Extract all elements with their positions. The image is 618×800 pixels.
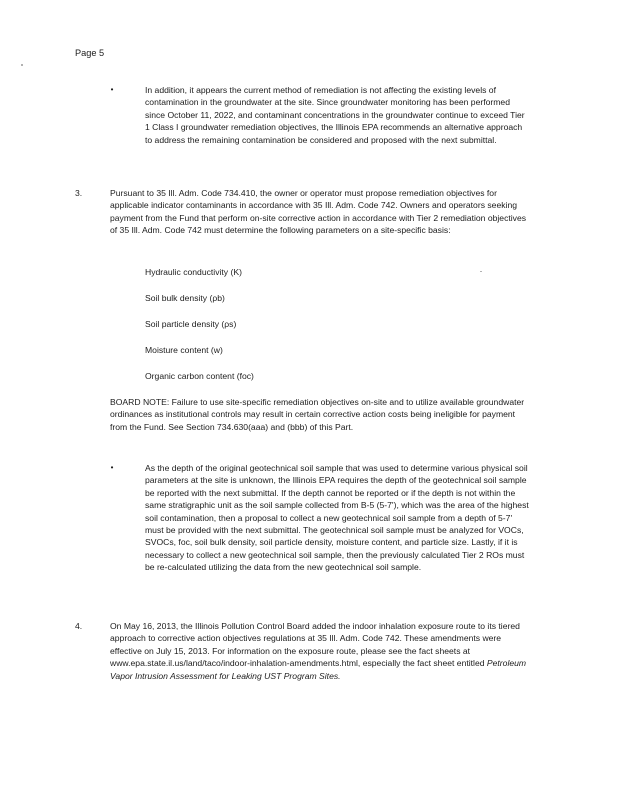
param-moisture-content: Moisture content (w): [145, 345, 223, 355]
item-number-3: 3.: [75, 188, 83, 198]
bullet-marker: •: [110, 463, 114, 472]
remediation-method-paragraph: In addition, it appears the current method of remediation is not affecting the existing levels of contamination in the groundwater at the site. Since groundwater monitoring has been performed since October 11, 2022, and contaminant concentrations in the groundwater continue to exceed Tier 1 Class I groundwater remediation objectives, the Illinois EPA recommends an alternative approach to address the remaining contamination be considered and proposed with the next submittal.: [145, 85, 525, 145]
item-4-paragraph: [110, 620, 530, 682]
param-hydraulic-conductivity: Hydraulic conductivity (K): [145, 267, 242, 277]
geotechnical-sample-paragraph: As the depth of the original geotechnical soil sample that was used to determine various physical soil parameters at the site is unknown, the Illinois EPA requires the depth of the geotechnical soil sample be reported with the next submittal. If the depth cannot be reported or if the depth is not within the same stratigraphic unit as the soil sample collected from B-5 (5-7'), which was the area of the highest soil contamination, then a proposal to collect a new geotechnical soil sample from a depth of 5-7' must be provided with the next submittal. The geotechnical soil sample must be analyzed for VOCs, SVOCs, foc, soil bulk density, soil particle density, moisture content, and particle size. Lastly, if it is necessary to collect a new geotechnical soil sample, then the previously calculated Tier 2 ROs must be re-calculated utilizing the data from the new geotechnical soil sample.: [145, 463, 529, 573]
item-4-text: On May 16, 2013, the Illinois Pollution Control Board added the indoor inhalation exposure route to its tiered approach to corrective action objectives regulations at 35 Ill. Adm. Code 742. These amendments were effective on July 15, 2013. For information on the exposure route, please see the fact sheets at www.epa.state.il.us/land/taco/indoor-inhalation-amendments.html, especially the fact sheet entitled: [110, 621, 520, 669]
scan-speck: [480, 271, 482, 272]
fact-sheet-title: Petroleum Vapor Intrusion Assessment for Leaking UST Program Sites.: [110, 658, 527, 681]
param-organic-carbon-content: Organic carbon content (foc): [145, 371, 254, 381]
param-soil-bulk-density: Soil bulk density (ρb): [145, 293, 225, 303]
param-soil-particle-density: Soil particle density (ρs): [145, 319, 237, 329]
parameter-list: [145, 266, 445, 386]
bullet-marker: •: [110, 85, 114, 94]
board-note: BOARD NOTE: Failure to use site-specific remediation objectives on-site and to utilize available groundwater ordinances as institutional controls may result in certain corrective action costs being ineligible for payment from the Fund. See Section 734.630(aaa) and (bbb) of this Part.: [110, 397, 525, 432]
item-number-4: 4.: [75, 621, 83, 631]
item-3-paragraph: Pursuant to 35 Ill. Adm. Code 734.410, the owner or operator must propose remediation objectives for applicable indicator contaminants in accordance with 35 Ill. Adm. Code 742. Owners and operators seeking payment from the Fund that perform on-site corrective action in accordance with Tier 2 remediation objectives of 35 Ill. Adm. Code 742 must determine the following parameters on a site-specific basis:: [110, 188, 527, 236]
page-number: Page 5: [75, 48, 105, 58]
scan-speck: [21, 64, 23, 66]
